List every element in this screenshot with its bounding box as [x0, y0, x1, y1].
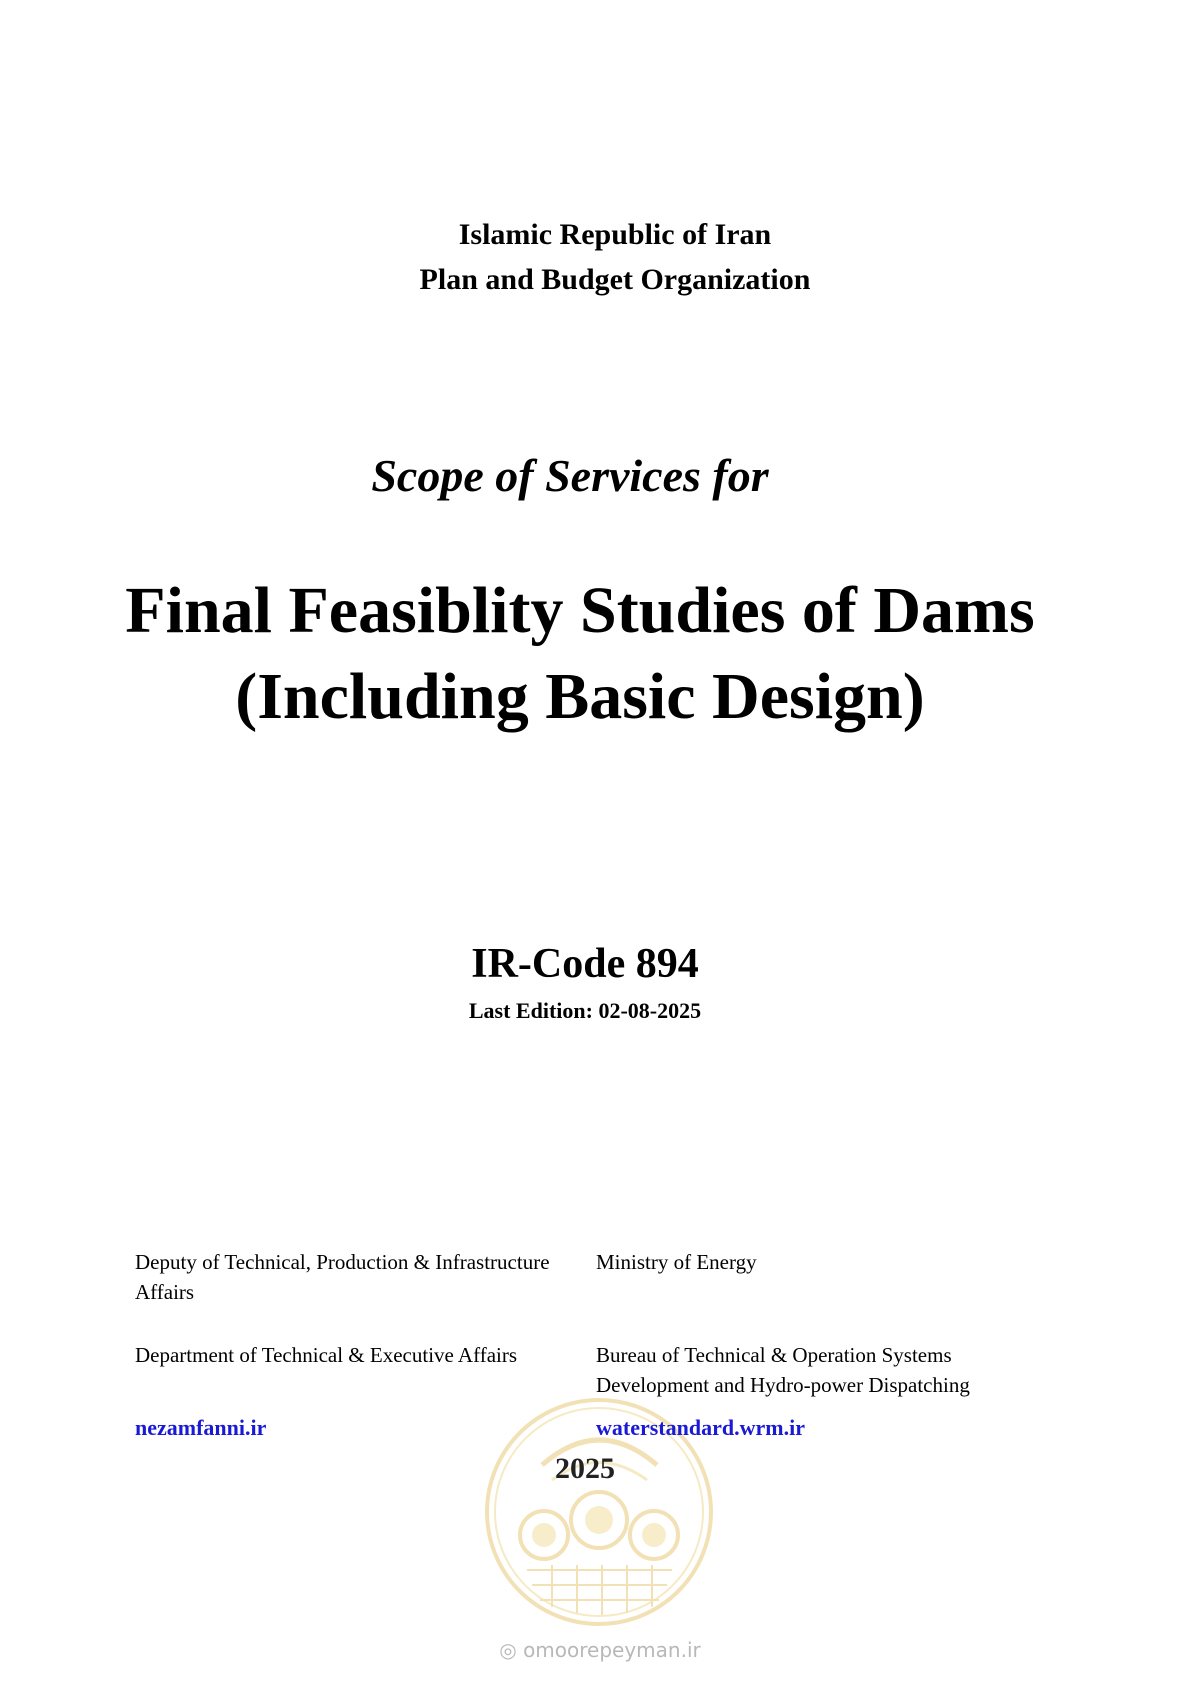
publication-year: 2025	[555, 1452, 615, 1485]
country-name: Islamic Republic of Iran	[458, 218, 772, 251]
title-line-1: Final Feasiblity Studies of Dams	[125, 574, 1035, 647]
instagram-icon: ◎	[499, 1638, 517, 1662]
waterstandard-link[interactable]: waterstandard.wrm.ir	[596, 1415, 805, 1440]
bureau-name: Bureau of Technical & Operation Systems Development and Hydro-power Dispatching	[596, 1343, 970, 1397]
nezamfanni-link[interactable]: nezamfanni.ir	[135, 1415, 267, 1440]
watermark-text	[490, 1638, 710, 1662]
organization-name: Plan and Budget Organization	[419, 263, 811, 296]
department-name: Department of Technical & Executive Affairs	[135, 1343, 518, 1367]
title-line-2: (Including Basic Design)	[235, 660, 925, 733]
ir-code: IR-Code 894	[471, 941, 699, 987]
deputy-name: Deputy of Technical, Production & Infrastructure Affairs	[135, 1250, 550, 1304]
scope-subtitle: Scope of Services for	[371, 450, 769, 501]
ministry-name: Ministry of Energy	[596, 1250, 757, 1274]
watermark-label: omoorepeyman.ir	[523, 1638, 701, 1662]
organization-header	[400, 212, 830, 302]
last-edition: Last Edition: 02-08-2025	[468, 998, 702, 1023]
document-title	[100, 568, 1060, 740]
